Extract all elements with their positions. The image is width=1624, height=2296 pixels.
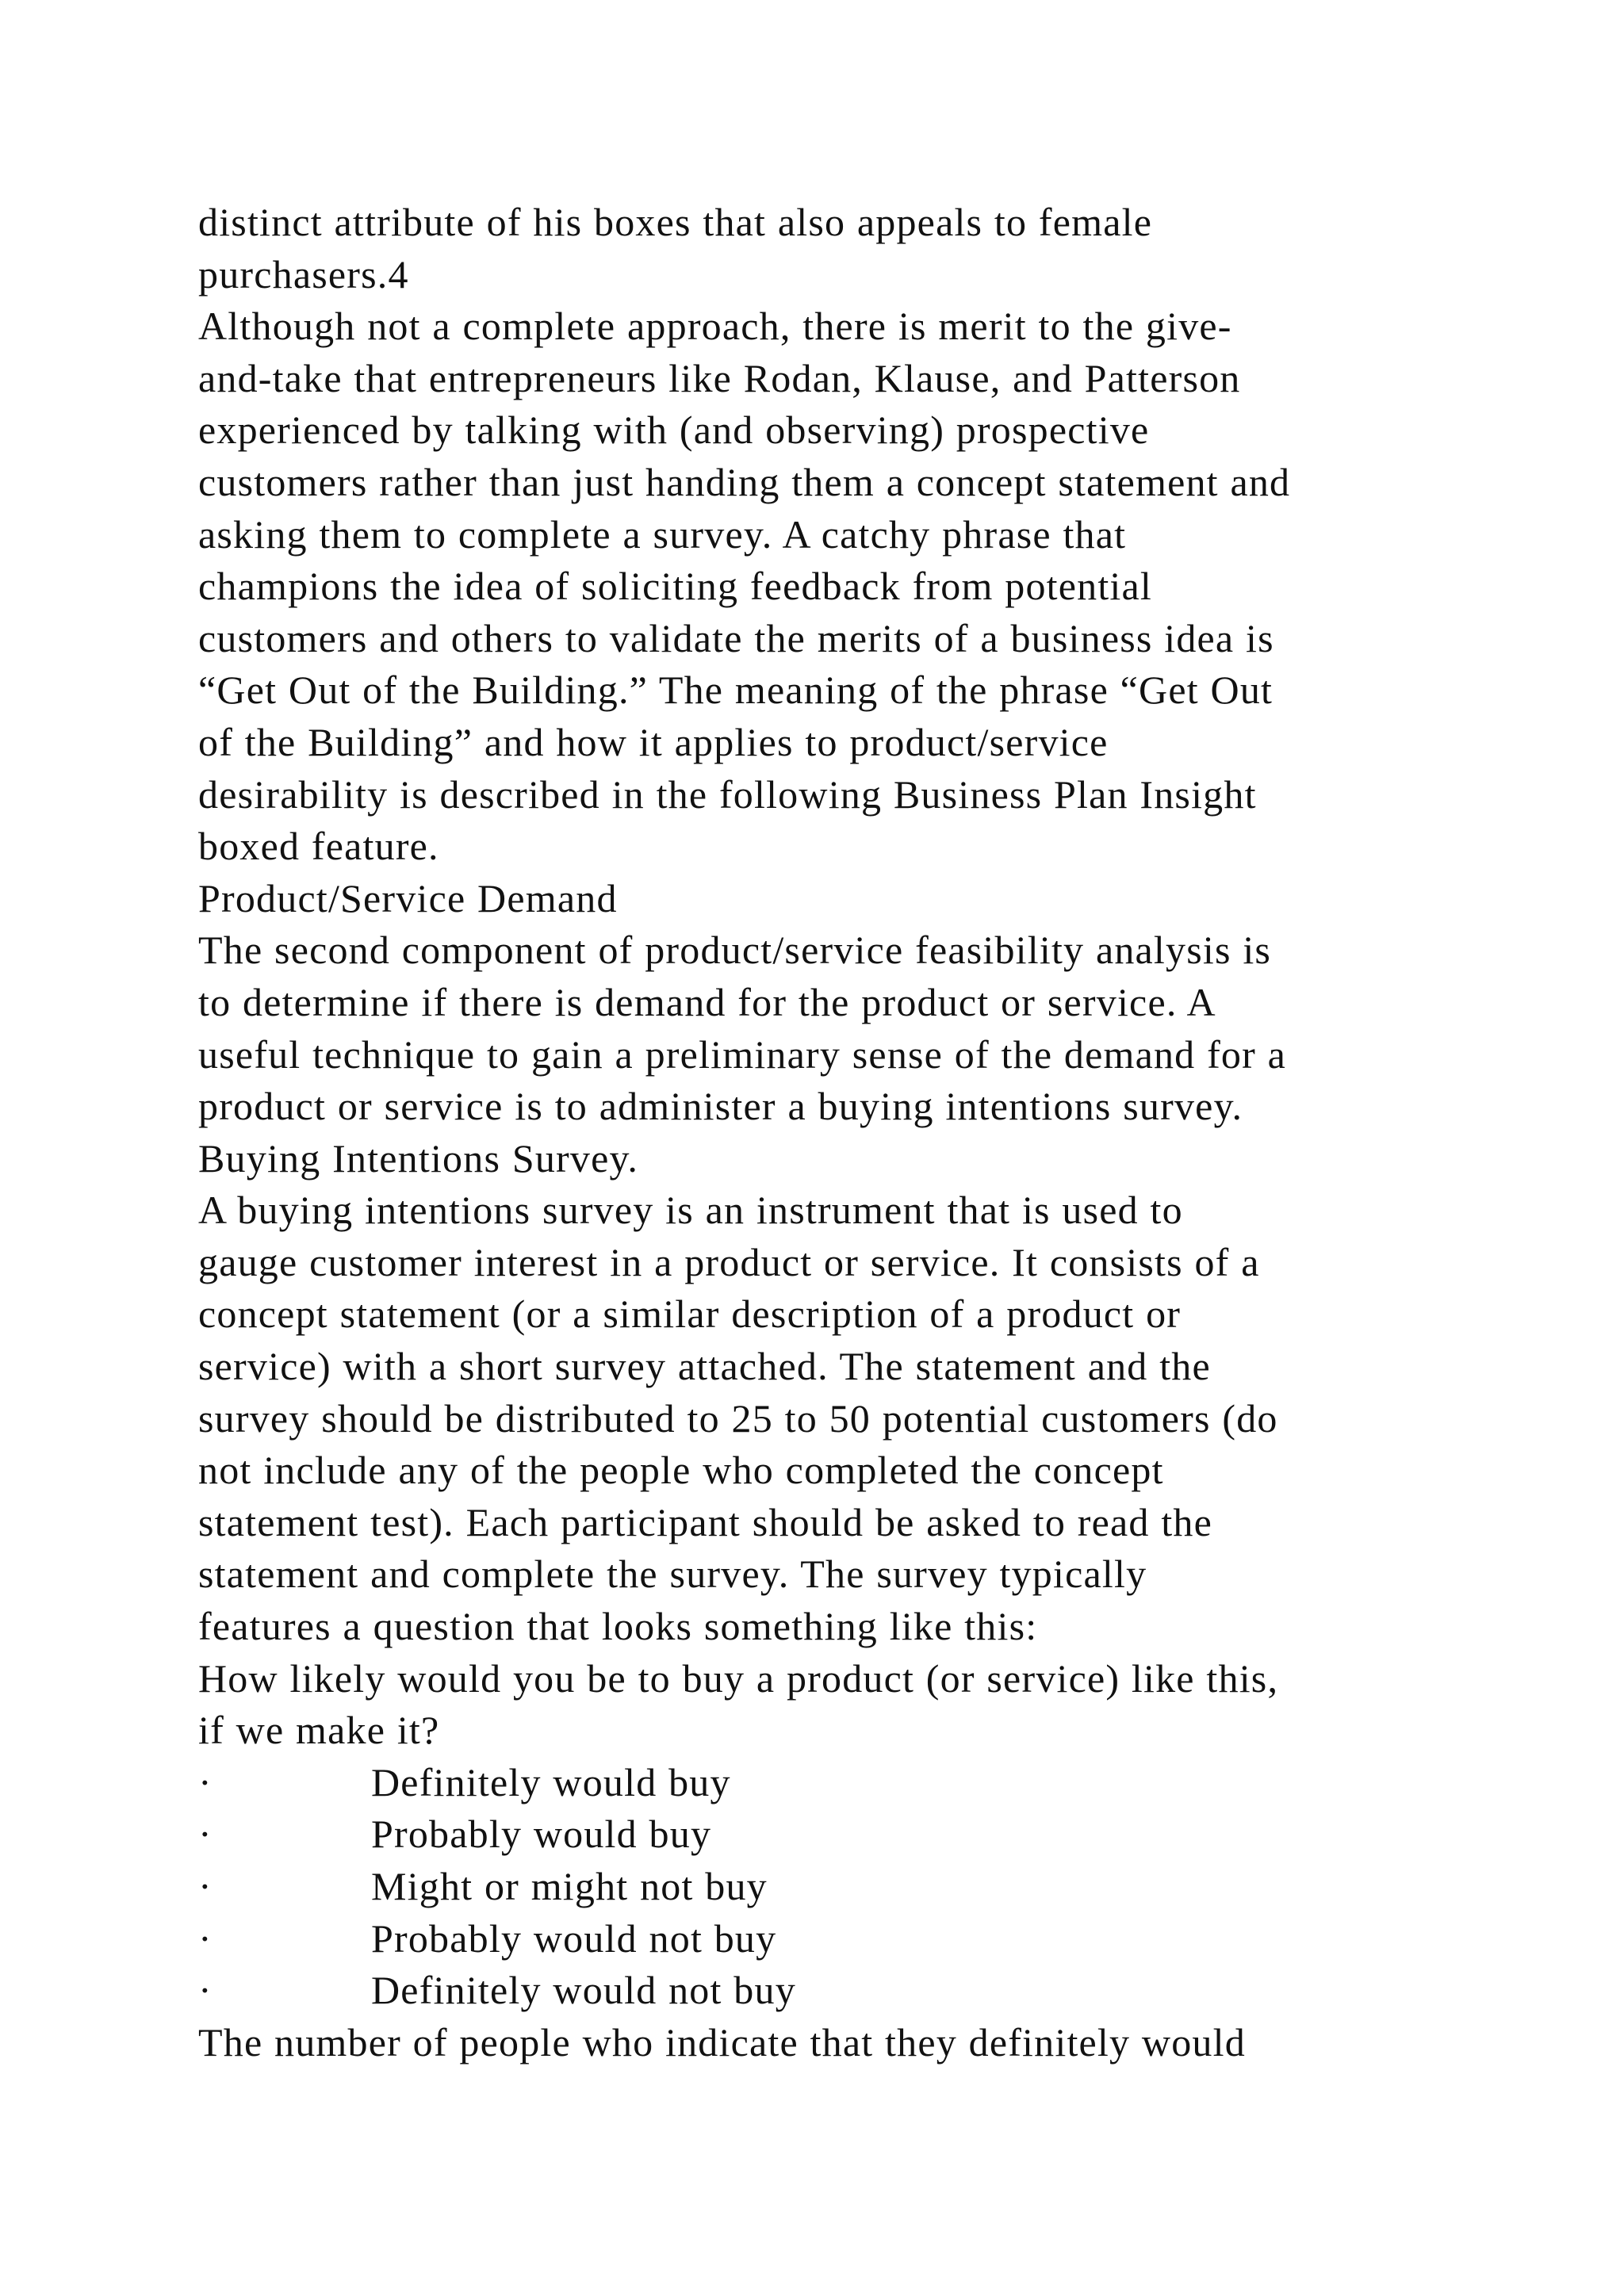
text-line: useful technique to gain a preliminary sense of the demand for a [198, 1031, 1287, 1077]
text-line: asking them to complete a survey. A catchy phrase that [198, 511, 1127, 557]
text-line: service) with a short survey attached. The statement and the [198, 1344, 1211, 1389]
text-line: and-take that entrepreneurs like Rodan, Klause, and Patterson [198, 355, 1241, 400]
survey-option-label: Definitely would buy [371, 1759, 731, 1804]
section-heading: Product/Service Demand [198, 875, 618, 920]
survey-option [198, 1913, 1546, 1965]
survey-question: if we make it? [198, 1708, 440, 1753]
text-line: statement test). Each participant should be asked to read the [198, 1499, 1213, 1544]
survey-option-label: Definitely would not buy [371, 1968, 796, 2013]
text-line: features a question that looks something like this: [198, 1604, 1038, 1649]
text-line: survey should be distributed to 25 to 50 potential customers (do [198, 1395, 1278, 1441]
document-text [198, 197, 1546, 2068]
text-line: A buying intentions survey is an instrument that is used to [198, 1188, 1183, 1233]
survey-option [198, 1757, 1546, 1809]
text-line: desirability is described in the following Business Plan Insight [198, 771, 1257, 817]
bullet-icon: · [198, 1759, 213, 1804]
text-line: statement and complete the survey. The survey typically [198, 1552, 1147, 1597]
subsection-heading: Buying Intentions Survey. [198, 1135, 639, 1181]
survey-option [198, 1965, 1546, 2017]
bullet-icon: · [198, 1915, 213, 1961]
text-line: concept statement (or a similar description of a product or [198, 1292, 1182, 1337]
survey-option-label: Probably would not buy [371, 1915, 777, 1961]
text-line: of the Building” and how it applies to product/service [198, 719, 1109, 764]
bullet-icon: · [198, 1812, 213, 1857]
text-line: experienced by talking with (and observing) prospective [198, 408, 1150, 453]
survey-option-label: Might or might not buy [371, 1864, 768, 1908]
text-line: to determine if there is demand for the product or service. A [198, 979, 1216, 1024]
text-line: boxed feature. [198, 824, 439, 869]
survey-option-label: Probably would buy [371, 1812, 712, 1857]
text-line: purchasers.4 [198, 251, 409, 297]
text-line: customers and others to validate the merits of a business idea is [198, 615, 1274, 660]
text-line: gauge customer interest in a product or service. It consists of a [198, 1239, 1260, 1284]
text-line: champions the idea of soliciting feedback from potential [198, 564, 1153, 609]
survey-option [198, 1861, 1546, 1913]
text-line: Although not a complete approach, there is merit to the give- [198, 304, 1232, 349]
text-line: customers rather than just handing them a concept statement and [198, 459, 1291, 504]
bullet-icon: · [198, 1864, 213, 1908]
survey-question: How likely would you be to buy a product (or service) like this, [198, 1655, 1279, 1701]
survey-option [198, 1808, 1546, 1861]
text-line: product or service is to administer a buying intentions survey. [198, 1084, 1243, 1129]
text-line: not include any of the people who completed the concept [198, 1448, 1164, 1493]
text-line: “Get Out of the Building.” The meaning of the phrase “Get Out [198, 668, 1274, 713]
text-line: The number of people who indicate that they definitely would [198, 2019, 1246, 2064]
text-line: distinct attribute of his boxes that also appeals to female [198, 200, 1153, 244]
text-line: The second component of product/service feasibility analysis is [198, 928, 1272, 973]
bullet-icon: · [198, 1968, 213, 2013]
